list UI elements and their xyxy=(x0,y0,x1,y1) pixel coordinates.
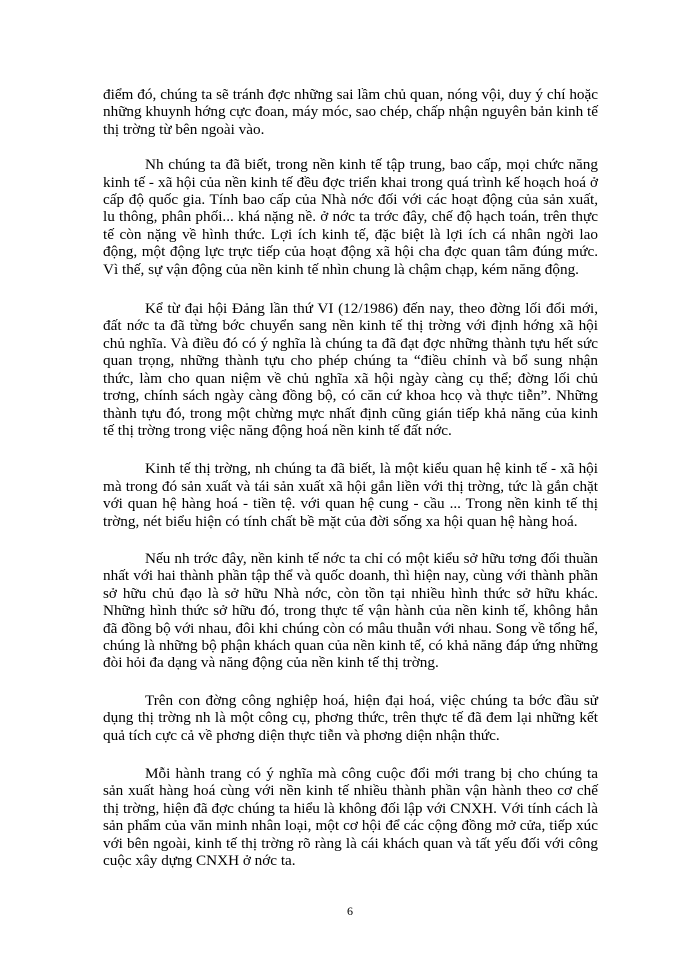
paragraph-2: Nh chúng ta đã biết, trong nền kinh tế tập trung, bao cấp, mọi chức năng kinh tế - xã hội của nền kinh tế đều đợc triển khai trong quá trình kế hoạch hoá ở cấp độ quốc gia. Tính bao cấp của Nhà nớc đối với các hoạt động của sản xuất, lu thông, phân phối... khá nặng nề. ở nớc ta trớc đây, chế độ hạch toán, trên thực tế còn nặng về hình thức. Lợi ích kinh tế, đặc biệt là lợi ích cá nhân ngời lao động, một động lực trực tiếp của hoạt động xã hội cha đợc quan tâm đúng mức. Vì thế, sự vận động của nền kinh tế nhìn chung là chậm chạp, kém năng động. xyxy=(103,156,598,278)
paragraph-5: Nếu nh trớc đây, nền kinh tế nớc ta chỉ có một kiểu sở hữu tơng đối thuần nhất với hai thành phần tập thể và quốc doanh, thì hiện nay, cùng với thành phần sở hữu chủ đạo là sở hữu Nhà nớc, còn tồn tại nhiều hình thức sở hữu khác. Những hình thức sở hữu đó, trong thực tế vận hành của nền kinh tế, không hẳn đã đồng bộ với nhau, đôi khi chúng còn có mâu thuẫn với nhau. Song về tổng hể, chúng là những bộ phận khách quan của nền kinh tế, có khả năng đáp ứng những đòi hỏi đa dạng và năng động của nền kinh tế thị trờng. xyxy=(103,549,598,672)
page-number: 6 xyxy=(347,904,353,918)
paragraph-1: điểm đó, chúng ta sẽ tránh đợc những sai lầm chủ quan, nóng vội, duy ý chí hoặc những khuynh hớng cực đoan, máy móc, sao chép, chấp nhận nguyên bản kinh tế thị trờng từ bên ngoài vào. xyxy=(103,86,598,138)
document-body xyxy=(103,86,598,869)
paragraph-3: Kể từ đại hội Đảng lần thứ VI (12/1986) đến nay, theo đờng lối đổi mới, đất nớc ta đã từng bớc chuyển sang nền kinh tế thị trờng với định hớng xã hội chủ nghĩa. Và điều đó có ý nghĩa là chúng ta đã đạt đợc những thành tựu hết sức quan trọng, những thành tựu cho phép chúng ta “điều chỉnh và bổ sung nhận thức, làm cho quan niệm về chủ nghĩa xã hội ngày càng cụ thể; đờng lối chủ trơng, chính sách ngày càng đồng bộ, có căn cứ khoa hcọ và thực tiễn”. Những thành tựu đó, trong một chừng mực nhất định cũng gián tiếp khả năng của kinh tế thị trờng trong việc năng động hoá nền kinh tế đất nớc. xyxy=(103,300,598,439)
paragraph-6: Trên con đờng công nghiệp hoá, hiện đại hoá, việc chúng ta bớc đầu sử dụng thị trờng nh là một công cụ, phơng thức, trên thực tế đã đem lại những kết quả tích cực cả về phơng diện thực tiễn và phơng diện nhận thức. xyxy=(103,691,598,744)
paragraph-7: Mỗi hành trang có ý nghĩa mà công cuộc đổi mới trang bị cho chúng ta sản xuất hàng hoá cùng với nền kinh tế nhiều thành phần vận hành theo cơ chế thị trờng, hiện đã đợc chúng ta hiểu là không đối lập với CNXH. Với tính cách là sản phẩm của văn minh nhân loại, một cơ hội để các cộng đồng mở cửa, tiếp xúc với bên ngoài, kinh tế thị trờng rõ ràng là cái khách quan và tất yếu đối với công cuộc xây dựng CNXH ở nớc ta. xyxy=(103,765,598,870)
paragraph-4: Kinh tế thị trờng, nh chúng ta đã biết, là một kiểu quan hệ kinh tế - xã hội mà trong đó sản xuất và tái sản xuất xã hội gắn liền với thị trờng, tức là gắn chặt với quan hệ hàng hoá - tiền tệ. với quan hệ cung - cầu ... Trong nền kinh tế thị trờng, nét biểu hiện có tính chất bề mặt của đời sống xa hội quan hệ hàng hoá. xyxy=(103,460,598,530)
